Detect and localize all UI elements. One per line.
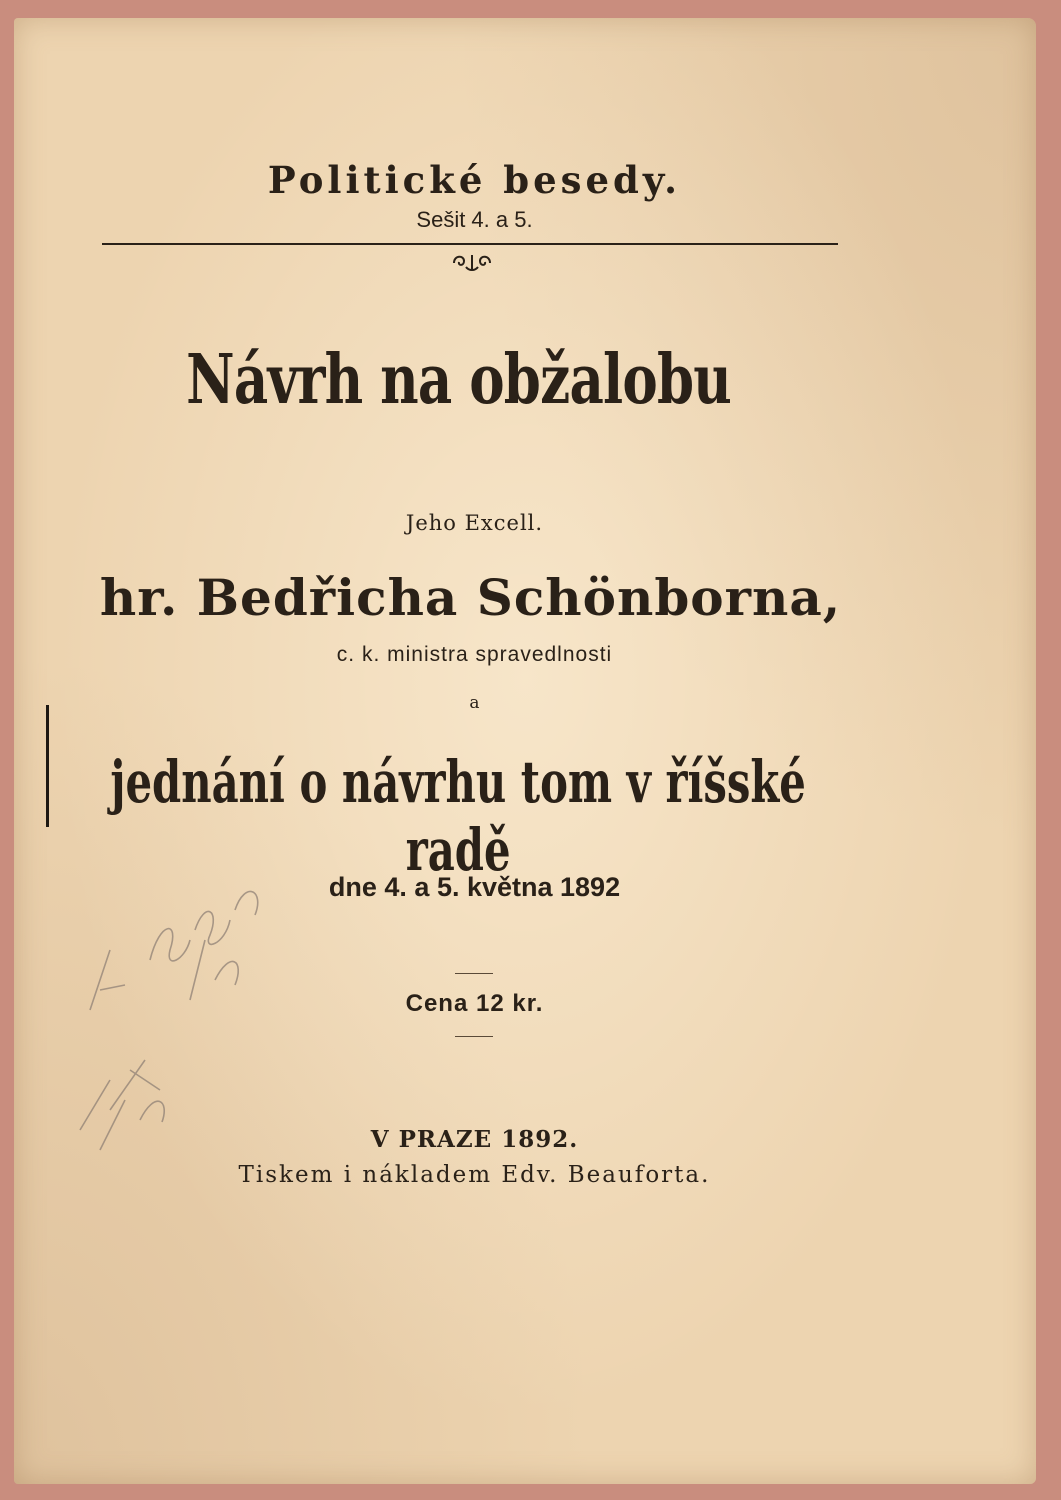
publication-place: V PRAZE 1892. [370,1126,579,1153]
second-title: jednání o návrhu tom v říšské radě [110,748,806,884]
person-name: hr. Bedřicha Schönborna, [99,568,842,627]
binding-thread [46,705,49,827]
header-rule [102,243,838,245]
office: c. k. ministra spravedlnosti [336,643,613,666]
honorific: Jeho Excell. [405,511,544,535]
issue-number: Sešit 4. a 5. [416,207,533,232]
printer: Tiskem i nákladem Edv. Beauforta. [238,1162,711,1188]
ornament-icon [450,251,494,273]
main-title: Návrh na obžalobu [186,340,732,420]
conjunction: a [469,693,480,713]
date: dne 4. a 5. května 1892 [328,872,621,902]
price-rule-top [455,973,493,974]
price-rule-bottom [455,1036,493,1037]
price: Cena 12 kr. [405,990,544,1017]
pencil-annotation [70,860,270,1160]
series-title: Politické besedy. [267,158,682,202]
